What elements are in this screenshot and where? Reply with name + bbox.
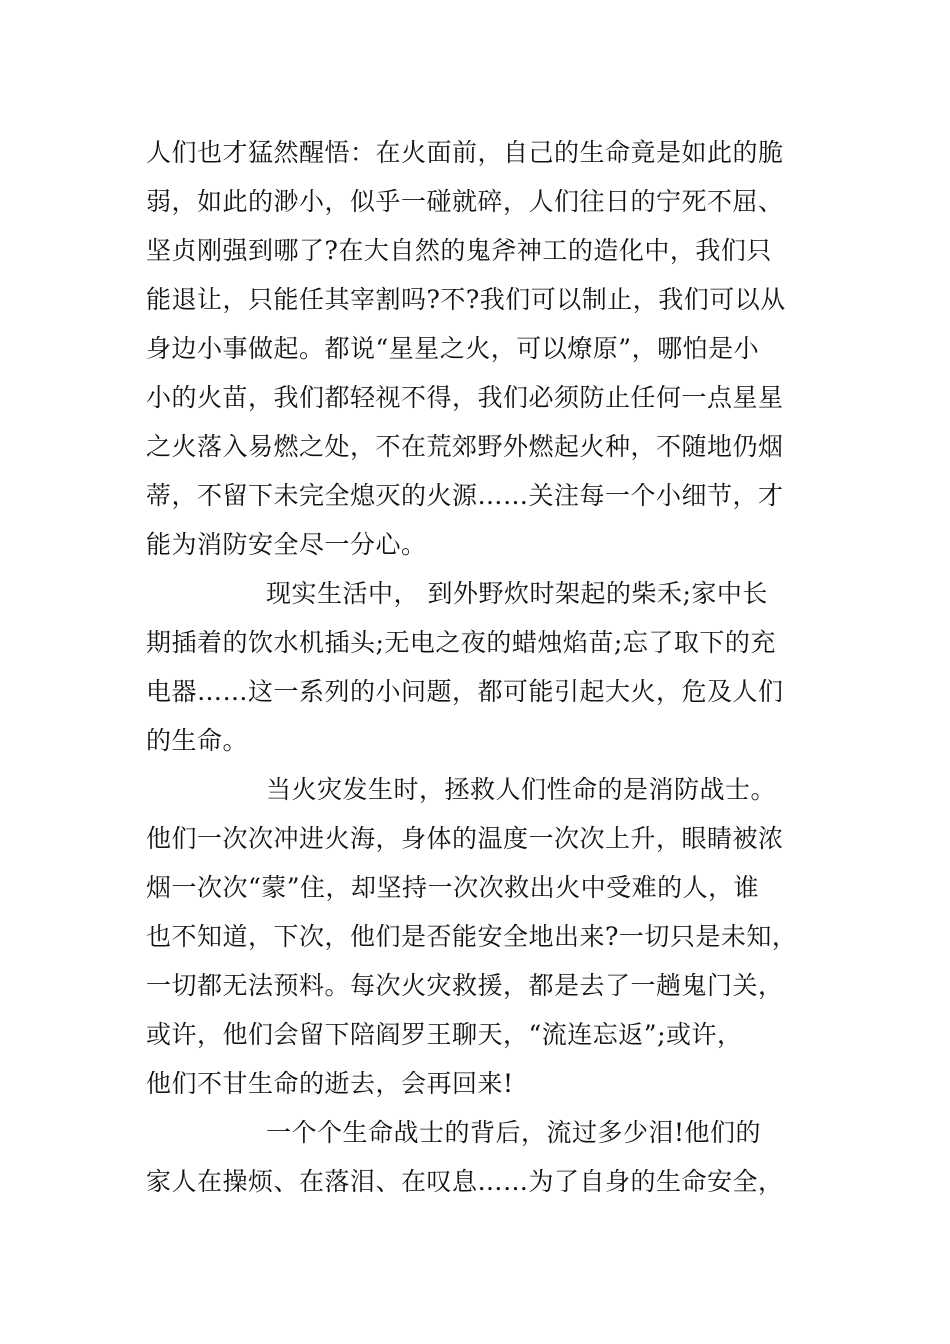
- text-line: 弱，如此的渺小，似乎一碰就碎，人们往日的宁死不屈、: [146, 187, 784, 216]
- text-line: 一切都无法预料。每次火灾救援，都是去了一趟鬼门关，: [146, 971, 784, 1000]
- text-line: 烟一次次“蒙”住，却坚持一次次救出火中受难的人，谁: [146, 873, 760, 902]
- text-line: 家人在操烦、在落泪、在叹息……为了自身的生命安全，: [146, 1167, 784, 1196]
- text-line: 他们不甘生命的逝去，会再回来!: [146, 1069, 514, 1098]
- text-line: 之火落入易燃之处，不在荒郊野外燃起火种，不随地仍烟: [146, 432, 784, 461]
- text-line: 他们一次次冲进火海，身体的温度一次次上升，眼睛被浓: [146, 824, 784, 853]
- text-line: 或许，他们会留下陪阎罗王聊天，“流连忘返”;或许，: [146, 1020, 743, 1049]
- body-text: [146, 128, 806, 1206]
- text-line: 电器……这一系列的小问题，都可能引起大火，危及人们: [146, 677, 784, 706]
- text-line: 坚贞刚强到哪了?在大自然的鬼斧神工的造化中，我们只: [146, 236, 772, 265]
- text-line: 也不知道，下次，他们是否能安全地出来?一切只是未知，: [146, 922, 798, 951]
- text-line: 能为消防安全尽一分心。: [146, 530, 427, 559]
- text-line: 的生命。: [146, 726, 249, 755]
- text-line: 期插着的饮水机插头;无电之夜的蜡烛焰苗;忘了取下的充: [146, 628, 776, 657]
- text-line: 小的火苗，我们都轻视不得，我们必须防止任何一点星星: [146, 383, 784, 412]
- paragraph-first-line: 现实生活中， 到外野炊时架起的柴禾;家中长: [266, 579, 768, 608]
- text-line: 身边小事做起。都说“星星之火，可以燎原”，哪怕是小: [146, 334, 760, 363]
- paragraph-first-line: 一个个生命战士的背后，流过多少泪!他们的: [266, 1118, 762, 1147]
- text-line: 蒂，不留下未完全熄灭的火源……关注每一个小细节，才: [146, 481, 784, 510]
- paragraph-first-line: 当火灾发生时，拯救人们性命的是消防战士。: [266, 775, 777, 804]
- text-line: 能退让，只能任其宰割吗?不?我们可以制止，我们可以从: [146, 285, 786, 314]
- text-line: 人们也才猛然醒悟：在火面前，自己的生命竟是如此的脆: [146, 138, 784, 167]
